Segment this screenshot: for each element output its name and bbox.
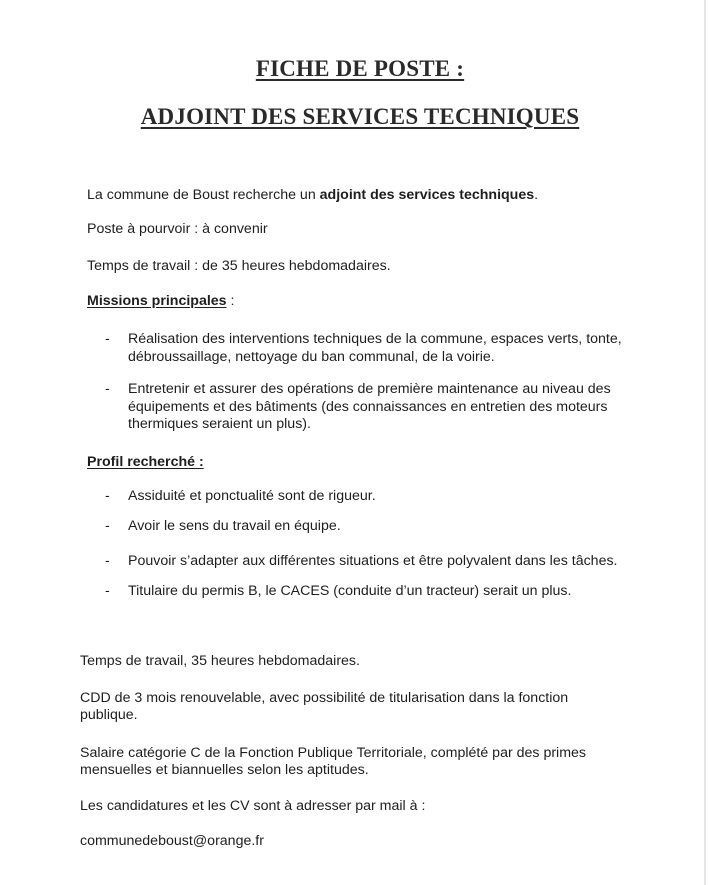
document-title: FICHE DE POSTE : <box>255 56 465 81</box>
footer-cdd-line-1: CDD de 3 mois renouvelable, avec possibilité de titularisation dans la fonction <box>80 690 569 706</box>
footer-temps-travail: Temps de travail, 35 heures hebdomadaires. <box>80 653 360 669</box>
profil-item-text: Avoir le sens du travail en équipe. <box>128 518 341 534</box>
bullet-dash: - <box>105 331 110 347</box>
mission-item <box>105 331 665 366</box>
document-subtitle: ADJOINT DES SERVICES TECHNIQUES <box>140 104 580 129</box>
footer-salaire-line-2: mensuelles et biannuelles selon les aptitudes. <box>80 762 369 778</box>
footer-cdd-line-2: publique. <box>80 707 138 723</box>
profil-item <box>105 518 665 536</box>
profil-item-text: Assiduité et ponctualité sont de rigueur. <box>128 488 376 504</box>
intro-bold-role: adjoint des services techniques <box>319 187 535 203</box>
bullet-dash: - <box>105 553 110 569</box>
mission-item-text: Entretenir et assurer des opérations de première maintenance au niveau des équipements et des bâtiments (des connaissances en entretien des moteurs thermiques seraient un plus). <box>128 381 611 432</box>
missions-heading-colon: : <box>226 293 235 309</box>
contact-email[interactable]: communedeboust@orange.fr <box>80 833 264 849</box>
footer-candidatures: Les candidatures et les CV sont à adresser par mail à : <box>80 798 426 814</box>
profil-item <box>105 553 665 571</box>
footer-salaire-line-1: Salaire catégorie C de la Fonction Publique Territoriale, complété par des primes <box>80 745 587 761</box>
mission-item <box>105 381 665 434</box>
bullet-dash: - <box>105 518 110 534</box>
intro-text: La commune de Boust recherche un <box>87 187 320 203</box>
profil-item-text: Titulaire du permis B, le CACES (conduite d’un tracteur) serait un plus. <box>128 583 572 599</box>
bullet-dash: - <box>105 488 110 504</box>
intro-suffix: . <box>534 187 539 203</box>
missions-heading <box>87 293 234 309</box>
mission-item-text: Réalisation des interventions techniques de la commune, espaces verts, tonte, débroussaillage, nettoyage du ban communal, de la voirie. <box>128 331 622 365</box>
profil-heading <box>87 454 204 470</box>
temps-travail-line: Temps de travail : de 35 heures hebdomadaires. <box>87 258 391 274</box>
bullet-dash: - <box>105 381 110 397</box>
missions-heading-label: Missions principales <box>87 293 227 309</box>
page-edge-line <box>704 0 706 885</box>
profil-item <box>105 488 665 506</box>
profil-item-text: Pouvoir s’adapter aux différentes situations et être polyvalent dans les tâches. <box>128 553 618 569</box>
profil-item <box>105 583 665 601</box>
intro-paragraph <box>87 187 538 204</box>
bullet-dash: - <box>105 583 110 599</box>
profil-heading-label: Profil recherché : <box>87 454 204 470</box>
poste-line: Poste à pourvoir : à convenir <box>87 221 268 237</box>
